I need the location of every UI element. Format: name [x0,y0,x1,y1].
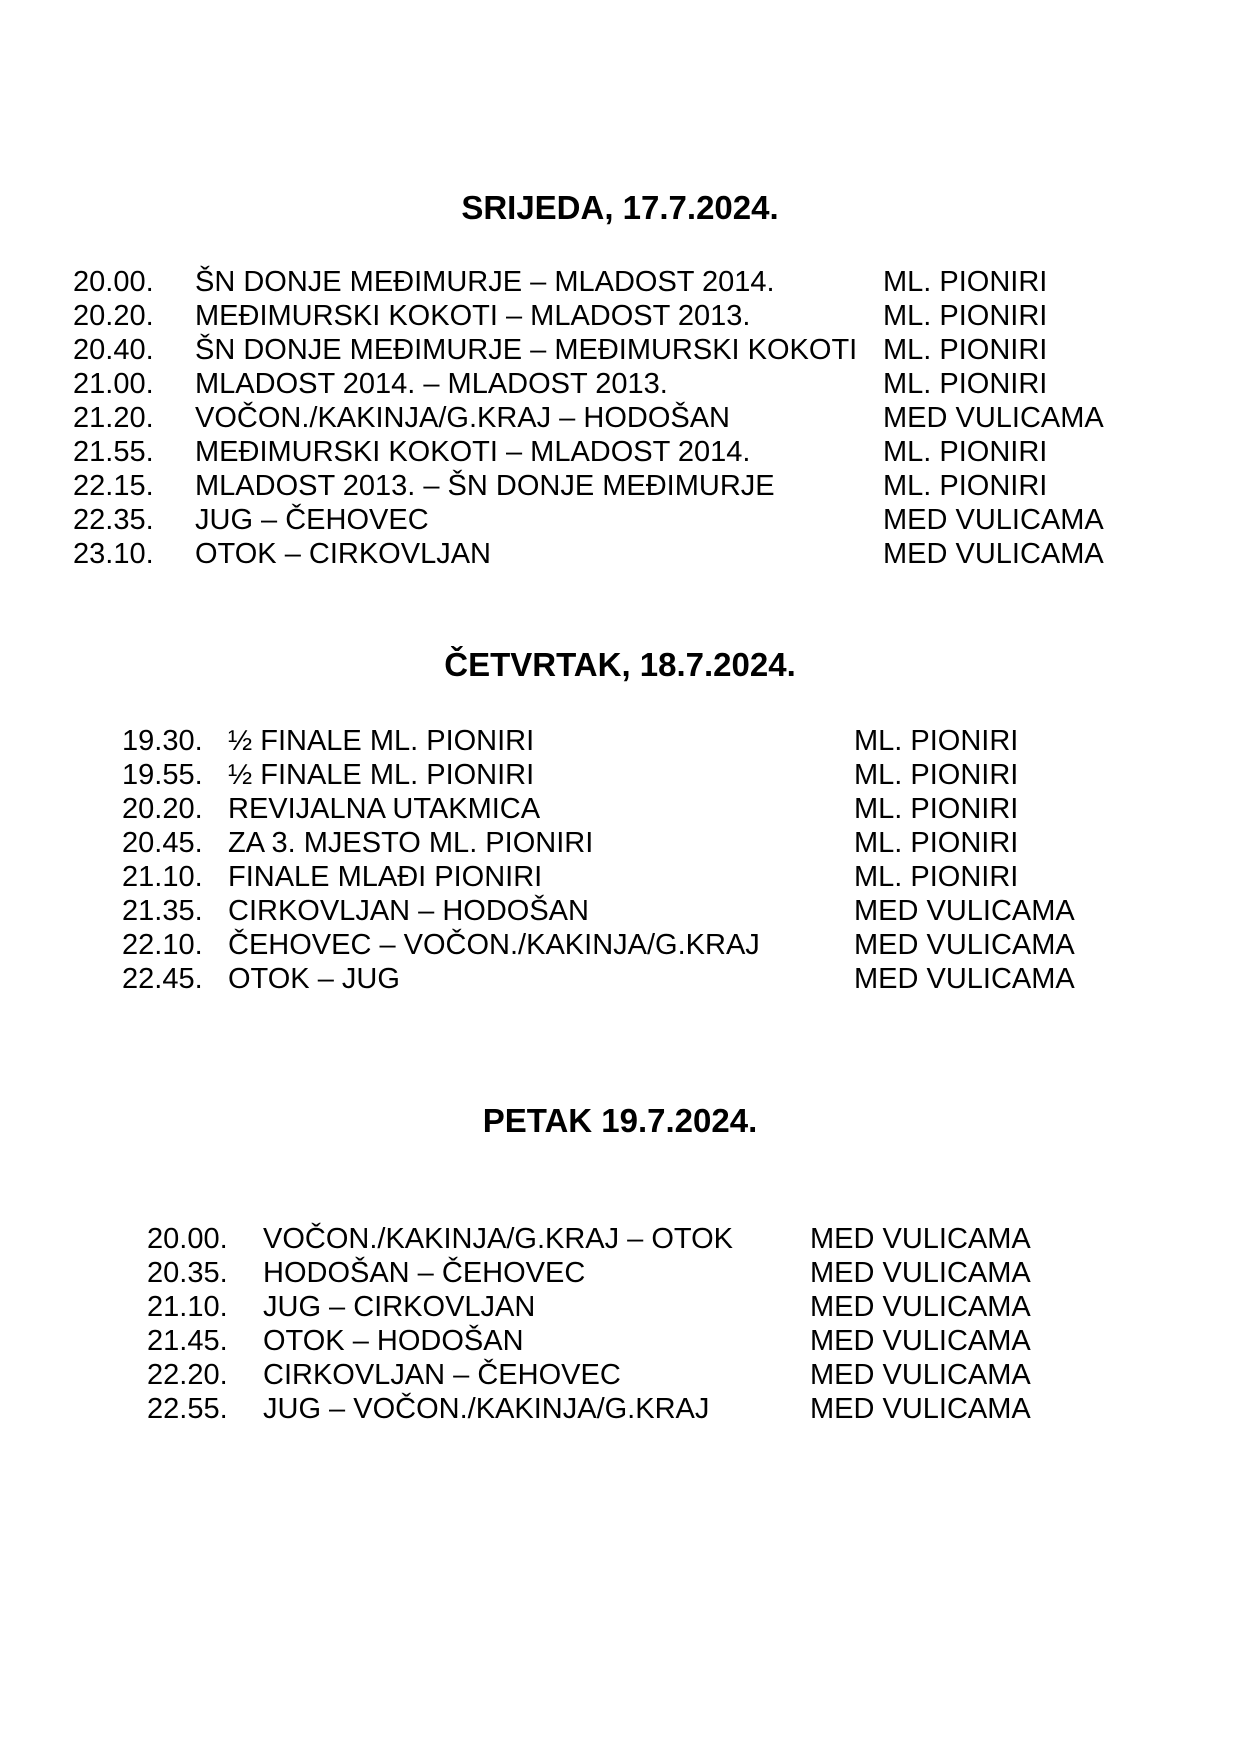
category-cell: ML. PIONIRI [883,470,1048,502]
time-cell: 21.10. [147,1291,228,1323]
category-cell: ML. PIONIRI [883,368,1048,400]
category-cell: ML. PIONIRI [854,861,1019,893]
schedule-rows [0,724,1240,996]
category-cell: MED VULICAMA [854,963,1075,995]
schedule-row [0,894,1240,928]
time-cell: 22.15. [73,470,154,502]
time-cell: 20.35. [147,1257,228,1289]
schedule-row [0,537,1240,571]
match-cell: ŠN DONJE MEĐIMURJE – MEĐIMURSKI KOKOTI [195,334,858,366]
time-cell: 22.45. [122,963,203,995]
category-cell: ML. PIONIRI [854,827,1019,859]
day-title: SRIJEDA, 17.7.2024. [461,189,779,226]
schedule-row [0,401,1240,435]
schedule-row [0,367,1240,401]
match-cell: REVIJALNA UTAKMICA [228,793,541,825]
time-cell: 23.10. [73,538,154,570]
time-cell: 22.35. [73,504,154,536]
time-cell: 21.10. [122,861,203,893]
time-cell: 22.10. [122,929,203,961]
time-cell: 20.40. [73,334,154,366]
time-cell: 19.55. [122,759,203,791]
schedule-row [0,1392,1240,1426]
schedule-row [0,758,1240,792]
time-cell: 22.55. [147,1393,228,1425]
category-cell: MED VULICAMA [810,1223,1031,1255]
schedule-row [0,826,1240,860]
match-cell: OTOK – CIRKOVLJAN [195,538,491,570]
day-title: PETAK 19.7.2024. [482,1102,758,1139]
category-cell: MED VULICAMA [854,929,1075,961]
match-cell: ČEHOVEC – VOČON./KAKINJA/G.KRAJ [228,929,760,961]
schedule-row [0,1256,1240,1290]
match-cell: OTOK – HODOŠAN [263,1325,524,1357]
match-cell: MEĐIMURSKI KOKOTI – MLADOST 2013. [195,300,751,332]
category-cell: MED VULICAMA [810,1291,1031,1323]
match-cell: CIRKOVLJAN – HODOŠAN [228,895,589,927]
match-cell: VOČON./KAKINJA/G.KRAJ – OTOK [263,1223,734,1255]
time-cell: 22.20. [147,1359,228,1391]
schedule-row [0,724,1240,758]
time-cell: 20.45. [122,827,203,859]
match-cell: OTOK – JUG [228,963,400,995]
category-cell: ML. PIONIRI [883,300,1048,332]
category-cell: MED VULICAMA [883,402,1104,434]
schedule-row [0,1358,1240,1392]
schedule-row [0,503,1240,537]
schedule-row [0,469,1240,503]
time-cell: 20.00. [73,266,154,298]
category-cell: ML. PIONIRI [883,436,1048,468]
match-cell: FINALE MLAĐI PIONIRI [228,861,543,893]
schedule-row [0,1324,1240,1358]
match-cell: ½ FINALE ML. PIONIRI [228,759,535,791]
schedule-row [0,792,1240,826]
match-cell: ½ FINALE ML. PIONIRI [228,725,535,757]
category-cell: ML. PIONIRI [854,793,1019,825]
category-cell: MED VULICAMA [854,895,1075,927]
match-cell: HODOŠAN – ČEHOVEC [263,1257,586,1289]
category-cell: MED VULICAMA [883,538,1104,570]
schedule-row [0,928,1240,962]
category-cell: MED VULICAMA [810,1257,1031,1289]
time-cell: 19.30. [122,725,203,757]
schedule-row [0,860,1240,894]
time-cell: 20.20. [122,793,203,825]
match-cell: VOČON./KAKINJA/G.KRAJ – HODOŠAN [195,402,730,434]
schedule-row [0,265,1240,299]
match-cell: ŠN DONJE MEĐIMURJE – MLADOST 2014. [195,266,775,298]
match-cell: MLADOST 2014. – MLADOST 2013. [195,368,668,400]
time-cell: 21.55. [73,436,154,468]
time-cell: 21.45. [147,1325,228,1357]
match-cell: JUG – CIRKOVLJAN [263,1291,536,1323]
schedule-row [0,435,1240,469]
match-cell: MLADOST 2013. – ŠN DONJE MEĐIMURJE [195,470,775,502]
schedule-row [0,1222,1240,1256]
day-title: ČETVRTAK, 18.7.2024. [444,646,796,683]
time-cell: 21.35. [122,895,203,927]
category-cell: MED VULICAMA [810,1359,1031,1391]
match-cell: JUG – VOČON./KAKINJA/G.KRAJ [263,1393,710,1425]
schedule-rows [0,265,1240,571]
schedule-row [0,962,1240,996]
time-cell: 21.20. [73,402,154,434]
match-cell: CIRKOVLJAN – ČEHOVEC [263,1359,621,1391]
time-cell: 21.00. [73,368,154,400]
category-cell: MED VULICAMA [810,1393,1031,1425]
time-cell: 20.20. [73,300,154,332]
match-cell: MEĐIMURSKI KOKOTI – MLADOST 2014. [195,436,751,468]
category-cell: ML. PIONIRI [883,266,1048,298]
schedule-row [0,333,1240,367]
schedule-row [0,299,1240,333]
category-cell: ML. PIONIRI [854,759,1019,791]
match-cell: JUG – ČEHOVEC [195,504,429,536]
match-cell: ZA 3. MJESTO ML. PIONIRI [228,827,594,859]
category-cell: ML. PIONIRI [883,334,1048,366]
category-cell: MED VULICAMA [883,504,1104,536]
category-cell: MED VULICAMA [810,1325,1031,1357]
schedule-rows [0,1222,1240,1426]
schedule-row [0,1290,1240,1324]
time-cell: 20.00. [147,1223,228,1255]
category-cell: ML. PIONIRI [854,725,1019,757]
